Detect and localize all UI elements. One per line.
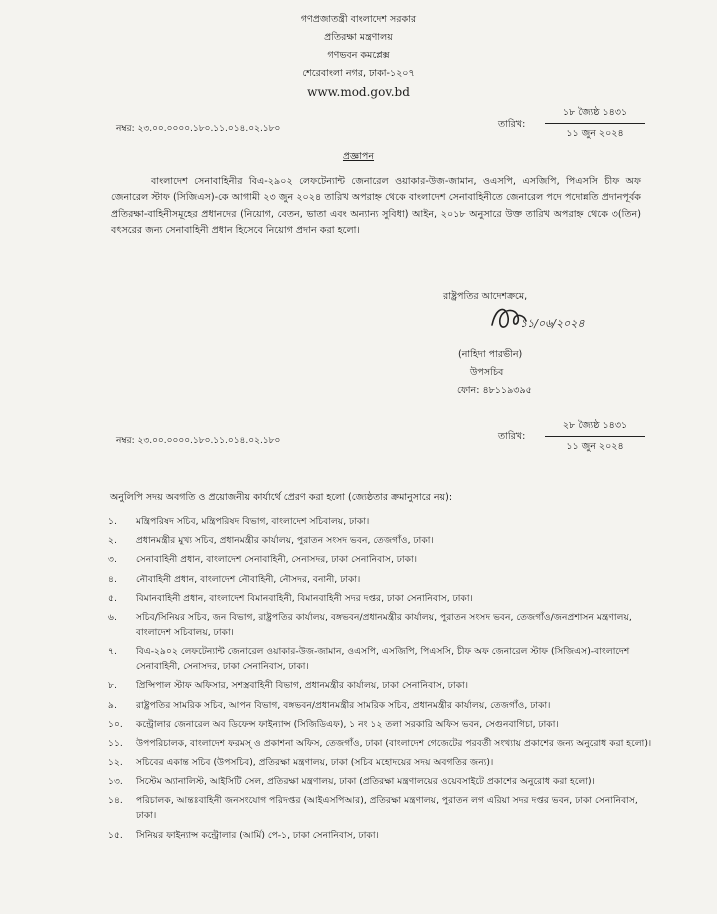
list-item-number: ১৪. bbox=[108, 795, 123, 807]
date-bangla-bottom: ২৮ জ্যৈষ্ঠ ১৪৩১ bbox=[545, 419, 645, 437]
list-item bbox=[108, 533, 654, 548]
list-item-text: বিমানবাহিনী প্রধান, বাংলাদেশ বিমানবাহিনী, বিমানবাহিনী সদর দপ্তর, ঢাকা সেনানিবাস, ঢাকা। bbox=[136, 592, 473, 604]
header-ministry: প্রতিরক্ষা মন্ত্রণালয় bbox=[324, 32, 393, 43]
list-item bbox=[108, 514, 654, 529]
date-bangla-top: ১৮ জ্যৈষ্ঠ ১৪৩১ bbox=[545, 106, 645, 124]
list-item bbox=[108, 552, 654, 567]
list-item bbox=[108, 610, 654, 640]
date-block-bottom bbox=[545, 419, 645, 455]
list-item-text: মন্ত্রিপরিষদ সচিব, মন্ত্রিপরিষদ বিভাগ, বাংলাদেশ সচিবালয়, ঢাকা। bbox=[136, 516, 370, 527]
list-item bbox=[108, 591, 654, 606]
list-item bbox=[108, 755, 654, 770]
list-item-text: রাষ্ট্রপতির সামরিক সচিব, আপন বিভাগ, বঙ্গভবন/প্রধানমন্ত্রীর সামরিক সচিব, প্রধানমন্ত্রীর কার্যালয়, তেজগাঁও, ঢাকা। bbox=[136, 699, 551, 711]
signatory-designation: উপসচিব bbox=[470, 367, 504, 378]
signatory-name: (নাহিদা পারভীন) bbox=[458, 349, 523, 360]
list-item-number: ৩. bbox=[108, 554, 117, 566]
date-english-bottom: ১১ জুন ২০২৪ bbox=[566, 441, 624, 452]
date-english-top: ১১ জুন ২০২৪ bbox=[566, 128, 624, 139]
list-item-number: ১০. bbox=[108, 718, 123, 730]
list-item-text: প্রিন্সিপাল স্টাফ অফিসার, সশস্ত্রবাহিনী বিভাগ, প্রধানমন্ত্রীর কার্যালয়, ঢাকা সেনানিবাস, ঢাকা। bbox=[136, 680, 469, 692]
memo-number-bottom: নম্বর: ২৩.০০.০০০০.১৮০.১১.০১৪.০২.১৮০ bbox=[116, 436, 281, 446]
list-item-number: ৮. bbox=[108, 680, 117, 692]
by-order-line: রাষ্ট্রপতির আদেশক্রমে, bbox=[443, 291, 528, 302]
date-block-top bbox=[545, 106, 645, 142]
list-item-text: পরিচালক, আন্তঃবাহিনী জনসংযোগ পরিদপ্তর (আইএসপিআর), প্রতিরক্ষা মন্ত্রণালয়, পুরাতন লগ এরিয়া সদর দপ্তর ভবন, ঢাকা সেনানিবাস, ঢাকা। bbox=[136, 795, 638, 822]
list-item-number: ১১. bbox=[108, 737, 123, 749]
list-item-number: ৪. bbox=[108, 573, 117, 585]
list-item bbox=[108, 774, 654, 789]
header-government: গণপ্রজাতন্ত্রী বাংলাদেশ সরকার bbox=[300, 14, 417, 25]
list-item bbox=[108, 698, 654, 713]
list-item-number: ১. bbox=[108, 516, 117, 527]
page-title: প্রজ্ঞাপন bbox=[342, 151, 375, 162]
list-item bbox=[108, 717, 654, 732]
copy-recipient-list bbox=[108, 514, 654, 847]
signatory-phone: ফোন: ৪৮১১৯৩৯৫ bbox=[457, 385, 532, 396]
list-item bbox=[108, 793, 654, 823]
list-item bbox=[108, 828, 654, 843]
list-item-text: নৌবাহিনী প্রধান, বাংলাদেশ নৌবাহিনী, নৌসদর, বনানী, ঢাকা। bbox=[136, 573, 361, 585]
list-item-text: সিনিয়র ফাইন্যান্স কন্ট্রোলার (আর্মি) পে-১, ঢাকা সেনানিবাস, ঢাকা। bbox=[136, 829, 379, 841]
memo-number-top: নম্বর: ২৩.০০.০০০০.১৮০.১১.০১৪.০২.১৮০ bbox=[116, 124, 281, 134]
list-item-number: ১২. bbox=[108, 757, 123, 769]
signature-date: ১১/০৬/২০২৪ bbox=[520, 317, 585, 330]
list-item-text: উপপরিচালক, বাংলাদেশ ফরমস্ ও প্রকাশনা অফিস, তেজগাঁও, ঢাকা (বাংলাদেশ গেজেটের পরবর্তী সংখ্যায় প্রকাশের জন্য অনুরোধ করা হলো)। bbox=[136, 737, 652, 749]
list-item-number: ৫. bbox=[108, 592, 117, 604]
list-item-number: ৯. bbox=[108, 699, 117, 711]
list-item-text: সিস্টেম অ্যানালিস্ট, আইসিটি সেল, প্রতিরক্ষা মন্ত্রণালয়, ঢাকা (প্রতিরক্ষা মন্ত্রণালয়ের ওয়েবসাইটে প্রকাশের অনুরোধ করা হলো)। bbox=[136, 776, 595, 788]
list-item-text: কন্ট্রোলার জেনারেল অব ডিফেন্স ফাইন্যান্স (সিজিডিএফ), ১ নং ১২ তলা সরকারি অফিস ভবন, সেগুনবাগিচা, ঢাকা। bbox=[136, 718, 559, 730]
list-item-text: সেনাবাহিনী প্রধান, বাংলাদেশ সেনাবাহিনী, সেনাসদর, ঢাকা সেনানিবাস, ঢাকা। bbox=[136, 554, 418, 566]
date-label-bottom: তারিখ: bbox=[498, 431, 526, 442]
list-item-number: ১৩. bbox=[108, 776, 123, 788]
list-item-number: ৭. bbox=[108, 646, 117, 658]
list-item-number: ৬. bbox=[108, 611, 117, 623]
list-item-text: সচিব/সিনিয়র সচিব, জন বিভাগ, রাষ্ট্রপতির কার্যালয়, বঙ্গভবন/প্রধানমন্ত্রীর কার্যালয়, পুরাতন সংসদ ভবন, তেজগাঁও/জনপ্রশাসন মন্ত্রণালয়, বাংলাদেশ সচিবালয়, ঢাকা। bbox=[136, 611, 632, 638]
list-item-text: সচিবের একান্ত সচিব (উপসচিব), প্রতিরক্ষা মন্ত্রণালয়, ঢাকা (সচিব মহোদয়ের সদয় অবগতির জন্য)। bbox=[136, 757, 494, 769]
list-item-number: ২. bbox=[108, 535, 117, 547]
list-item bbox=[108, 736, 654, 751]
header-address: শেরেবাংলা নগর, ঢাকা-১২০৭ bbox=[302, 68, 415, 79]
list-item-text: প্রধানমন্ত্রীর মুখ্য সচিব, প্রধানমন্ত্রীর কার্যালয়, পুরাতন সংসদ ভবন, তেজগাঁও, ঢাকা। bbox=[136, 535, 434, 547]
list-item bbox=[108, 644, 654, 674]
list-item bbox=[108, 572, 654, 587]
body-paragraph: বাংলাদেশ সেনাবাহিনীর বিএ-২৯০২ লেফটেন্যান্ট জেনারেল ওয়াকার-উজ-জামান, ওএসপি, এসজিপি, পিএসসি চীফ অফ জেনারেল স্টাফ (সিজিএস)-কে আগামী ২৩ জুন ২০২৪ তারিখ অপরাহ্ন থেকে বাংলাদেশ সেনাবাহিনীতে জেনারেল পদে পদোন্নতি প্রদানপূর্বক প্রতিরক্ষা-বাহিনীসমূহের প্রধানদের (নিয়োগ, বেতন, ভাতা এবং অন্যান্য সুবিধা) আইন, ২০১৮ অনুসারে উক্ত তারিখ অপরাহ্ন থেকে ৩(তিন) বৎসরের জন্য সেনাবাহিনী প্রধান হিসেবে নিয়োগ প্রদান করা হলো। bbox=[111, 176, 641, 236]
header-website: www.mod.gov.bd bbox=[307, 85, 410, 99]
copy-heading: অনুলিপি সদয় অবগতি ও প্রয়োজনীয় কার্যার্থে প্রেরণ করা হলো (জ্যেষ্ঠতার ক্রমানুসারে নয়): bbox=[110, 492, 453, 503]
list-item-number: ১৫. bbox=[108, 829, 123, 841]
list-item-text: বিএ-২৯০২ লেফটেন্যান্ট জেনারেল ওয়াকার-উজ-জামান, ওএসপি, এসজিপি, পিএসসি, চীফ অফ জেনারেল স্টাফ (সিজিএস)-বাংলাদেশ সেনাবাহিনী, সেনাসদর, ঢাকা সেনানিবাস, ঢাকা। bbox=[136, 646, 630, 673]
header-complex: গণভবন কমপ্লেক্স bbox=[327, 50, 390, 61]
list-item bbox=[108, 678, 654, 693]
date-label-top: তারিখ: bbox=[498, 119, 526, 130]
